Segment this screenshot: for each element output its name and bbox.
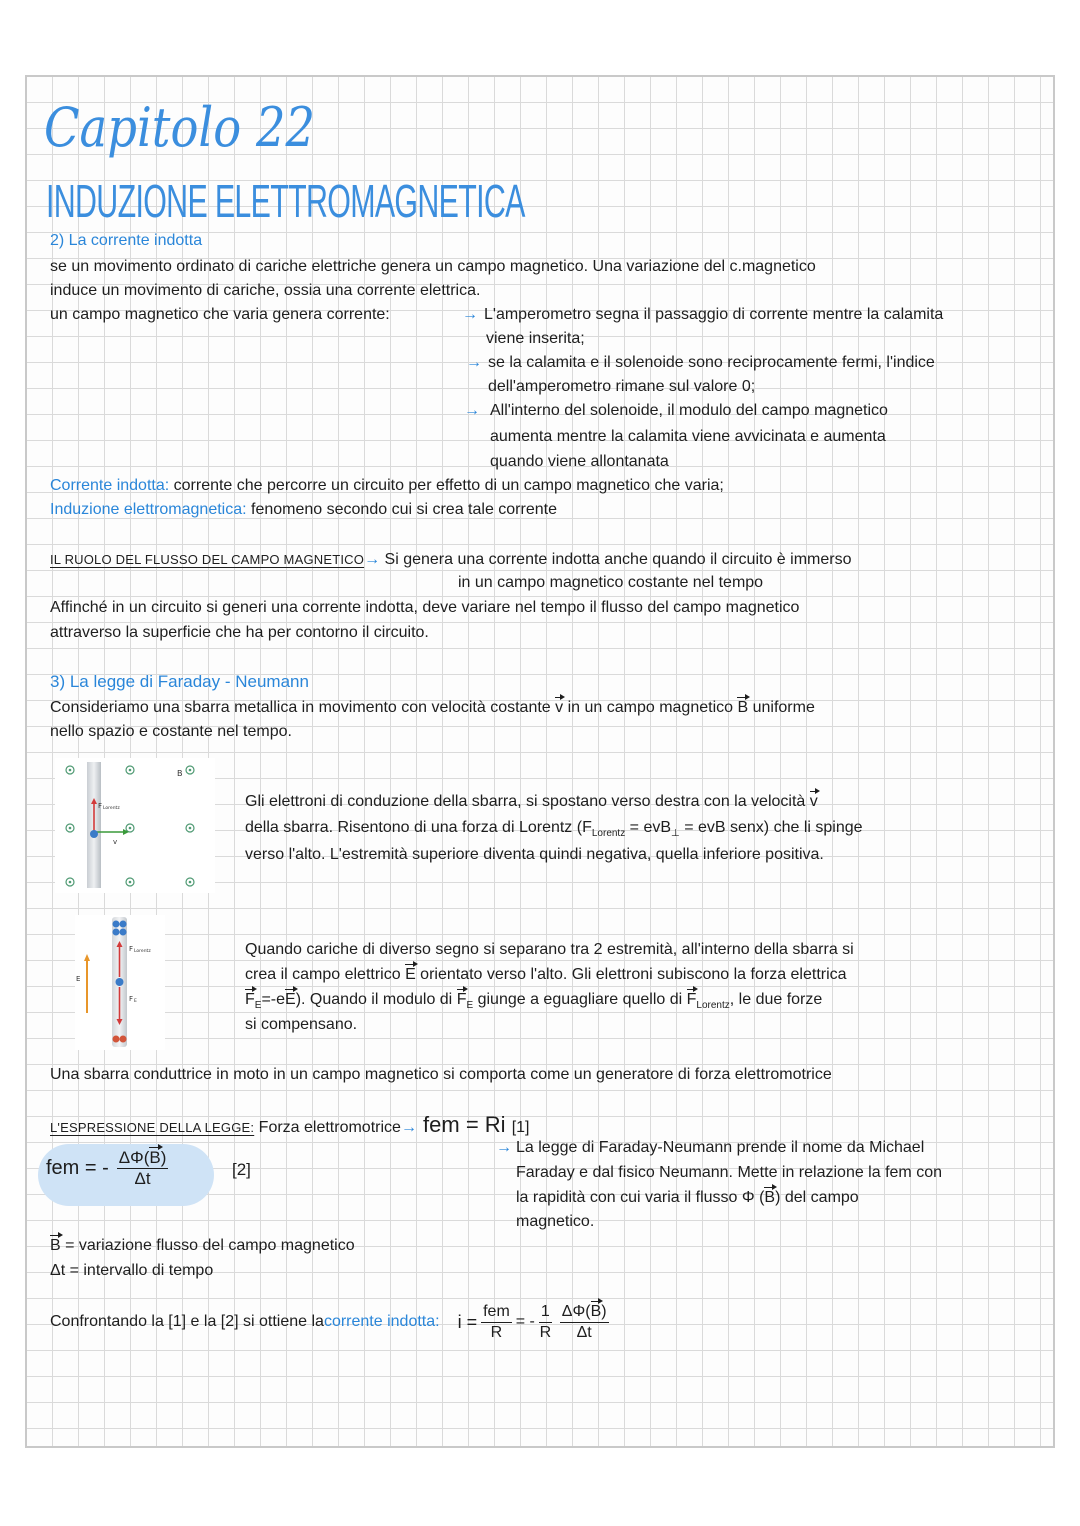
fraction-denominator: R — [539, 1323, 552, 1341]
fig2-text: crea il campo elettrico — [245, 966, 406, 983]
figure-background — [55, 758, 215, 893]
law-note-text: la rapidità con cui varia il flusso Φ ( — [516, 1189, 765, 1206]
subscript: Lorentz — [591, 828, 626, 840]
num-text: ΔΦ( — [118, 1148, 150, 1167]
arrow-icon: → — [364, 551, 381, 568]
arrow-icon: → — [464, 402, 480, 419]
fraction — [481, 1302, 512, 1343]
fig2-text: =-e — [261, 991, 286, 1008]
vector-b: B — [149, 1148, 161, 1167]
formula-lhs: fem = - — [46, 1157, 109, 1179]
bullet-solenoide-cont: aumenta mentre la calamita viene avvicinata e aumenta — [490, 428, 886, 445]
figure-sbarra-lorentz — [55, 758, 215, 893]
bullet-solenoide-cont: quando viene allontanata — [490, 453, 669, 470]
paragraph-line: induce un movimento di cariche, ossia una corrente elettrica. — [50, 282, 481, 299]
fig1-text-line: verso l'alto. L'estremità superiore diventa quindi negativa, quella inferiore positiva. — [245, 846, 824, 863]
fig1-text: della sbarra. Risentono di una forza di Lorentz (F — [245, 819, 592, 836]
fig2-text: orientato verso l'alto. Gli elettroni subiscono la forza elettrica — [415, 966, 847, 983]
fig1-text-line — [245, 818, 863, 838]
fig2-text-line: Quando cariche di diverso segno si separano tra 2 estremità, all'interno della sbarra si — [245, 941, 854, 958]
vector-v: v — [809, 793, 818, 810]
label-sub-e: E — [134, 999, 137, 1004]
generator-statement: Una sbarra conduttrice in moto in un campo magnetico si comporta come un generatore di forza elettromotrice — [50, 1066, 832, 1083]
formula-ref-2: [2] — [232, 1160, 251, 1179]
section-heading-corrente-indotta: 2) La corrente indotta — [50, 232, 203, 249]
definition-corrente-indotta — [50, 476, 724, 496]
intro-text: in un campo magnetico — [563, 699, 738, 716]
flux-text: Si genera una corrente indotta anche quando il circuito è immerso — [380, 551, 852, 568]
flux-line — [50, 550, 851, 570]
electron-particle — [116, 978, 124, 986]
subscript: Lorentz — [696, 1000, 730, 1012]
intro-line — [50, 698, 815, 718]
num-text: ΔΦ( — [561, 1302, 591, 1320]
vector-b: B — [590, 1302, 602, 1320]
fig2-text-line — [245, 990, 822, 1010]
label-e: E — [76, 975, 81, 983]
num-text: ) — [601, 1302, 607, 1320]
law-note: Faraday e dal fisico Neumann. Mette in relazione la fem con — [516, 1164, 942, 1181]
paragraph-line: attraverso la superficie che ha per contorno il circuito. — [50, 624, 429, 641]
fig1-text: = evB senx) che li spinge — [679, 819, 863, 836]
num-text: ) — [160, 1148, 167, 1167]
final-text: Confrontando la [1] e la [2] si ottiene la — [50, 1313, 324, 1330]
fig2-text: ). Quando il modulo di — [295, 991, 457, 1008]
arrow-icon: → — [496, 1139, 512, 1156]
fig1-text: Gli elettroni di conduzione della sbarra, si spostano verso destra con la velocità — [245, 793, 810, 810]
vector-b: B — [737, 699, 749, 716]
law-note-text: ) del campo — [775, 1189, 859, 1206]
fraction-numerator: 1 — [539, 1302, 552, 1323]
arrow-icon: → — [400, 1119, 417, 1136]
final-line — [50, 1300, 613, 1344]
final-term: corrente indotta: — [323, 1313, 440, 1330]
figure-sbarra-campo-elettrico — [75, 915, 165, 1050]
label-f: F — [129, 945, 134, 953]
fig1-text-line — [245, 792, 818, 812]
flux-heading: IL RUOLO DEL FLUSSO DEL CAMPO MAGNETICO — [50, 552, 365, 567]
legend-text: = variazione flusso del campo magnetico — [60, 1237, 355, 1254]
law-note — [516, 1188, 859, 1208]
fraction — [539, 1302, 552, 1343]
flux-text-cont: in un campo magnetico costante nel tempo — [458, 574, 764, 591]
definition-term: Corrente indotta: — [50, 477, 170, 494]
label-f: F — [98, 802, 103, 810]
section-heading-faraday: 3) La legge di Faraday - Neumann — [50, 672, 309, 691]
fig2-text-line — [245, 965, 847, 985]
vector-f: F — [686, 991, 697, 1008]
fig2-text: giunge a eguagliare quello di — [473, 991, 687, 1008]
legend-dt: Δt = intervallo di tempo — [50, 1262, 214, 1279]
formula-ohm: fem = Ri — [416, 1112, 512, 1137]
fraction-numerator: fem — [481, 1302, 512, 1323]
definition-text: fenomeno secondo cui si crea tale corrente — [246, 501, 557, 518]
bullet-amperometro-cont: viene inserita; — [486, 330, 585, 347]
label-lorentz: Lorentz — [103, 806, 120, 811]
intro-text: Consideriamo una sbarra metallica in movimento con velocità costante — [50, 699, 556, 716]
vector-b: B — [50, 1237, 61, 1254]
law-heading: L'ESPRESSIONE DELLA LEGGE: — [50, 1120, 255, 1135]
vector-f: F — [245, 991, 255, 1008]
bullet-solenoide: All'interno del solenoide, il modulo del campo magnetico — [490, 402, 888, 419]
lead-line: un campo magnetico che varia genera corrente: — [50, 306, 390, 323]
definition-term: Induzione elettromagnetica: — [50, 501, 247, 518]
formula-eq: = - — [515, 1313, 535, 1330]
fraction — [117, 1148, 169, 1189]
legend-b — [50, 1236, 355, 1256]
fraction-numerator — [560, 1302, 609, 1323]
bullet-amperometro: L'amperometro segna il passaggio di corrente mentre la calamita — [484, 306, 944, 323]
fig2-text-line: si compensano. — [245, 1016, 358, 1033]
vector-e: E — [405, 966, 416, 983]
intro-text: uniforme — [748, 699, 815, 716]
fraction-denominator: R — [490, 1323, 503, 1341]
subscript: E — [254, 1000, 262, 1012]
fraction-denominator: Δt — [134, 1169, 151, 1188]
definition-induzione — [50, 500, 557, 520]
vector-b: B — [764, 1189, 776, 1206]
fraction — [560, 1302, 609, 1343]
label-b: B — [177, 769, 183, 778]
label-lorentz: Lorentz — [134, 949, 151, 954]
arrow-icon: → — [466, 354, 482, 371]
bullet-calamita-ferma-cont: dell'amperometro rimane sul valore 0; — [488, 378, 756, 395]
vector-f: F — [456, 991, 467, 1008]
law-note: magnetico. — [516, 1213, 595, 1230]
fraction-denominator: Δt — [576, 1323, 592, 1341]
label-f-e: F — [129, 995, 134, 1003]
formula-faraday-neumann — [46, 1148, 172, 1189]
fig2-text: , le due forze — [729, 991, 823, 1008]
vector-e: E — [285, 991, 296, 1008]
fraction-numerator — [117, 1148, 169, 1169]
bullet-calamita-ferma: se la calamita e il solenoide sono reciprocamente fermi, l'indice — [488, 354, 935, 371]
formula-i: i = — [457, 1312, 478, 1332]
paragraph-line: se un movimento ordinato di cariche elettriche genera un campo magnetico. Una variazione del c.magnetico — [50, 258, 816, 275]
fig1-text: = evB — [625, 819, 672, 836]
formula-ref-1: [1] — [511, 1119, 530, 1136]
definition-text: corrente che percorre un circuito per effetto di un campo magnetico che varia; — [169, 477, 724, 494]
paragraph-line: Affinché in un circuito si generi una corrente indotta, deve variare nel tempo il flusso del campo magnetico — [50, 599, 800, 616]
emf-label: Forza elettromotrice — [254, 1119, 401, 1136]
chapter-title: Capitolo 22 — [44, 96, 316, 159]
subscript: ⊥ — [671, 828, 680, 840]
law-line — [50, 1113, 529, 1140]
subscript: E — [466, 1000, 474, 1012]
label-v: v — [113, 838, 118, 846]
vector-v: v — [555, 699, 564, 716]
arrow-icon: → — [462, 306, 478, 323]
intro-line: nello spazio e costante nel tempo. — [50, 723, 292, 740]
law-note: La legge di Faraday-Neumann prende il nome da Michael — [516, 1139, 925, 1156]
electron-particle — [90, 830, 98, 838]
chapter-subtitle: INDUZIONE ELETTROMAGNETICA — [46, 175, 525, 227]
